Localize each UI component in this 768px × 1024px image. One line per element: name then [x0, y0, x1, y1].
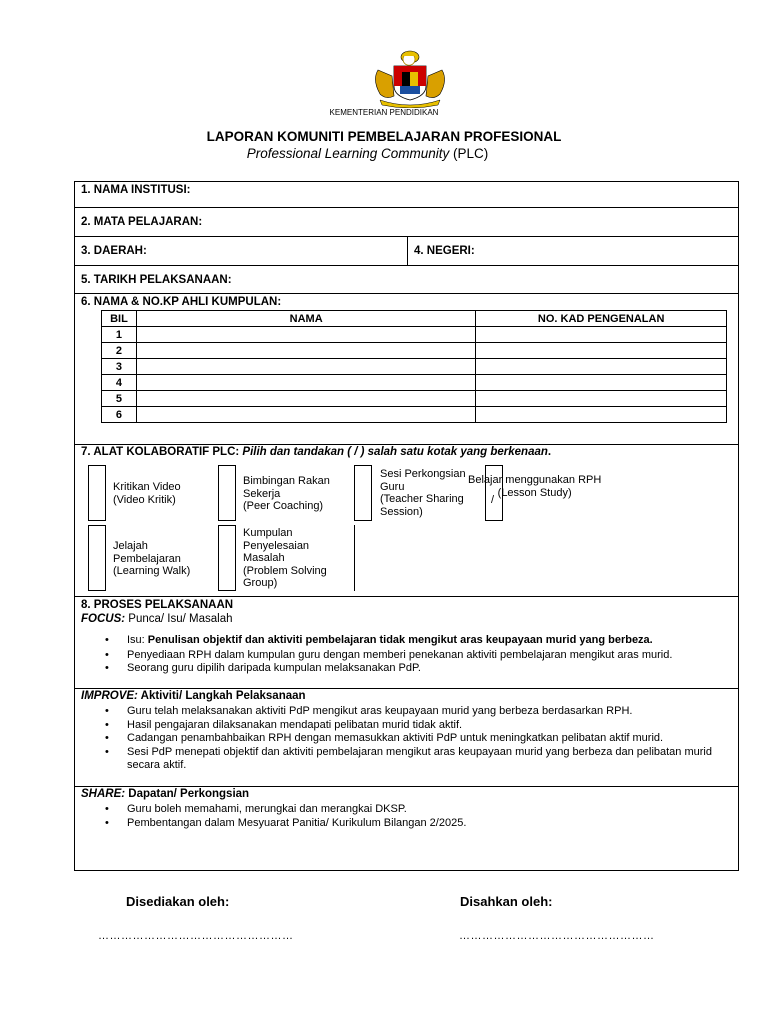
table-row — [102, 359, 727, 375]
checkbox-peer-coaching[interactable] — [218, 465, 236, 521]
list-item: • Cadangan penambahbaikan RPH dengan memasukkan aktiviti PdP untuk meningkatkan pelibatan aktif murid. — [105, 732, 718, 746]
focus-heading — [81, 613, 233, 625]
name-cell[interactable] — [136, 407, 475, 423]
prepared-by-label: Disediakan oleh: — [126, 894, 230, 909]
members-label: 6. NAMA & NO.KP AHLI KUMPULAN: — [81, 296, 282, 308]
checkbox-teacher-sharing[interactable] — [354, 465, 372, 521]
approved-signature-line[interactable]: …………………………………………… — [459, 930, 655, 942]
row-number: 3 — [102, 359, 137, 375]
subtitle-suffix: (PLC) — [449, 146, 489, 161]
table-row — [102, 407, 727, 423]
subject-label: 2. MATA PELAJARAN: — [81, 216, 203, 228]
tools-instruction-end: . — [547, 446, 552, 458]
share-section — [75, 787, 738, 870]
subject-row[interactable] — [75, 208, 738, 237]
table-row — [102, 343, 727, 359]
option-divider — [354, 525, 355, 591]
list-item: • Pembentangan dalam Mesyuarat Panitia/ Kurikulum Bilangan 2/2025. — [105, 817, 718, 831]
focus-title: Punca/ Isu/ Masalah — [125, 613, 233, 625]
table-row — [102, 327, 727, 343]
focus-section — [75, 597, 738, 689]
option-teacher-sharing: Sesi Perkongsian Guru (Teacher Sharing Session) — [380, 468, 466, 518]
institution-label: 1. NAMA INSTITUSI: — [81, 184, 191, 196]
ic-cell[interactable] — [476, 375, 727, 391]
checkbox-problem-solving[interactable] — [218, 525, 236, 591]
issue-text: Penulisan objektif dan aktiviti pembelajaran tidak mengikut aras keupayaan murid yang berbeza. — [147, 634, 653, 646]
table-row — [102, 375, 727, 391]
checkbox-mark: / — [491, 494, 495, 506]
name-cell[interactable] — [136, 327, 475, 343]
improve-heading — [81, 690, 306, 702]
subtitle-italic: Professional Learning Community — [246, 146, 450, 161]
tools-label: 7. ALAT KOLABORATIF PLC: — [81, 446, 240, 458]
row-number: 2 — [102, 343, 137, 359]
page-title: LAPORAN KOMUNITI PEMBELAJARAN PROFESIONAL — [206, 129, 562, 144]
list-item: • Seorang guru dipilih daripada kumpulan melaksanakan PdP. — [105, 662, 718, 676]
list-item: • Sesi PdP menepati objektif dan aktiviti pembelajaran mengikut aras keupayaan murid yang berbeza dan pelibatan murid secara aktif. — [105, 746, 718, 773]
institution-row[interactable] — [75, 182, 738, 208]
checkbox-video-kritik[interactable] — [88, 465, 106, 521]
row-number: 6 — [102, 407, 137, 423]
focus-list — [105, 634, 718, 676]
focus-key: FOCUS: — [81, 613, 126, 625]
tools-heading — [81, 446, 551, 458]
option-lesson-study: Belajar menggunakan RPH (Lesson Study) — [468, 474, 602, 499]
col-header-bil: BIL — [102, 311, 137, 327]
table-row — [102, 391, 727, 407]
improve-title: Aktiviti/ Langkah Pelaksanaan — [137, 690, 306, 702]
share-key: SHARE: — [81, 788, 126, 800]
issue-prefix: Isu: — [127, 634, 148, 646]
process-label: 8. PROSES PELAKSANAAN — [81, 599, 234, 611]
share-title: Dapatan/ Perkongsian — [125, 788, 250, 800]
report-form — [74, 181, 739, 871]
name-cell[interactable] — [136, 375, 475, 391]
district-state-row — [75, 237, 738, 266]
members-table-header — [102, 311, 727, 327]
tools-instruction: Pilih dan tandakan ( / ) salah satu kotak yang berkenaan — [239, 446, 548, 458]
ministry-name: KEMENTERIAN PENDIDIKAN — [329, 108, 439, 117]
list-item — [105, 634, 718, 648]
option-video-kritik: Kritikan Video (Video Kritik) — [113, 481, 181, 506]
district-label: 3. DAERAH: — [81, 245, 147, 257]
improve-section — [75, 689, 738, 787]
col-header-ic: NO. KAD PENGENALAN — [476, 311, 727, 327]
row-number: 1 — [102, 327, 137, 343]
ic-cell[interactable] — [476, 327, 727, 343]
approved-by-label: Disahkan oleh: — [460, 894, 553, 909]
option-peer-coaching: Bimbingan Rakan Sekerja (Peer Coaching) — [243, 475, 330, 512]
date-label: 5. TARIKH PELAKSANAAN: — [81, 274, 232, 286]
row-number: 4 — [102, 375, 137, 391]
page-subtitle — [0, 146, 735, 161]
name-cell[interactable] — [136, 343, 475, 359]
name-cell[interactable] — [136, 391, 475, 407]
ic-cell[interactable] — [476, 343, 727, 359]
share-list — [105, 803, 718, 830]
ic-cell[interactable] — [476, 391, 727, 407]
ic-cell[interactable] — [476, 359, 727, 375]
list-item: • Guru boleh memahami, merungkai dan merangkai DKSP. — [105, 803, 718, 817]
date-row[interactable] — [75, 266, 738, 294]
state-label: 4. NEGERI: — [414, 245, 475, 257]
improve-key: IMPROVE: — [81, 690, 138, 702]
option-problem-solving: Kumpulan Penyelesaian Masalah (Problem Solving Group) — [243, 527, 327, 589]
list-item: • Penyediaan RPH dalam kumpulan guru dengan memberi penekanan aktiviti pembelajaran mengikut aras murid. — [105, 649, 718, 663]
row-number: 5 — [102, 391, 137, 407]
coat-of-arms-logo — [370, 50, 450, 108]
col-header-nama: NAMA — [136, 311, 475, 327]
members-table — [101, 310, 727, 423]
row-divider — [407, 237, 408, 265]
ic-cell[interactable] — [476, 407, 727, 423]
share-heading — [81, 788, 249, 800]
tools-row — [75, 445, 738, 597]
checkbox-learning-walk[interactable] — [88, 525, 106, 591]
list-item: • Hasil pengajaran dilaksanakan mendapati pelibatan murid tidak aktif. — [105, 719, 718, 733]
prepared-signature-line[interactable]: …………………………………………… — [98, 930, 294, 942]
option-learning-walk: Jelajah Pembelajaran (Learning Walk) — [113, 540, 191, 577]
improve-list — [105, 705, 718, 773]
members-row — [75, 294, 738, 445]
name-cell[interactable] — [136, 359, 475, 375]
list-item: • Guru telah melaksanakan aktiviti PdP mengikut aras keupayaan murid yang berbeza berdasarkan RPH. — [105, 705, 718, 719]
